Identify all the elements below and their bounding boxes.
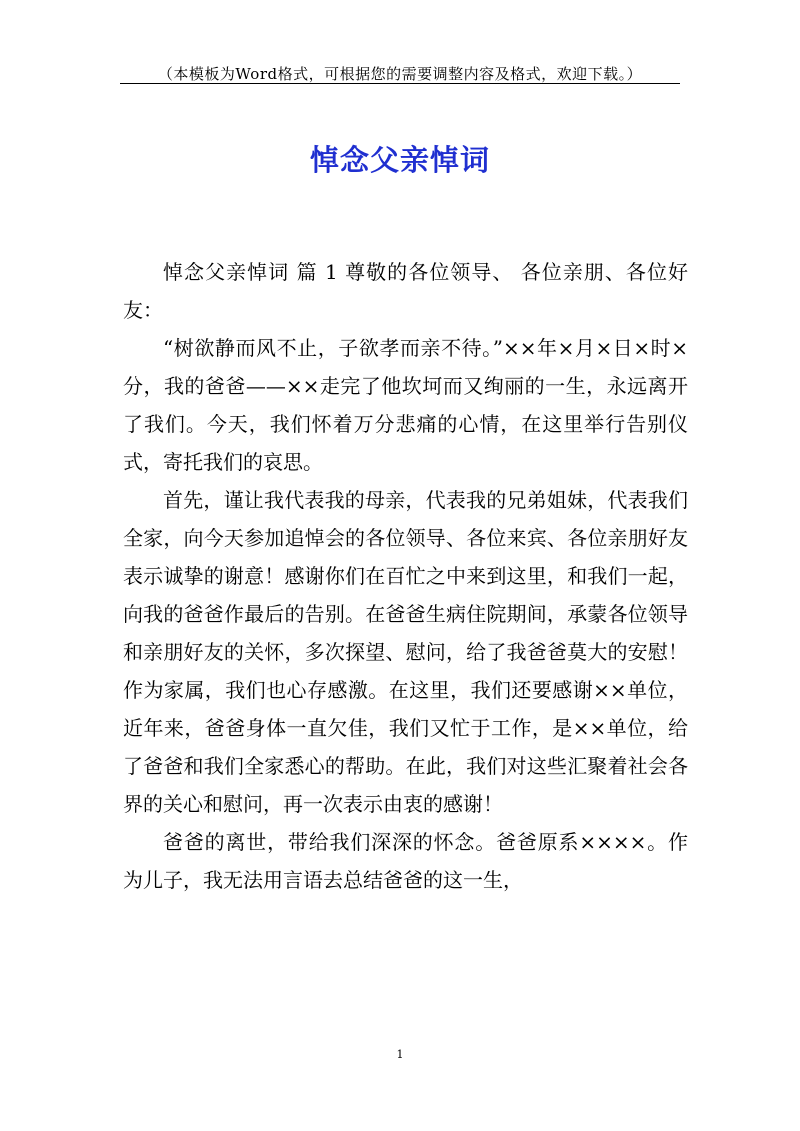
- document-title: 悼念父亲悼词: [309, 143, 490, 177]
- paragraph-remembrance: 爸爸的离世，带给我们深深的怀念。爸爸原系××××。作为儿子，我无法用言语去总结爸爸的这一生，: [123, 830, 688, 892]
- paragraph-thanks: 首先，谨让我代表我的母亲，代表我的兄弟姐妹，代表我们全家，向今天参加追悼会的各位领导、各位来宾、各位亲朋好友表示诚挚的谢意！感谢你们在百忙之中来到这里，和我们一起，向我的爸爸作最后的告别。在爸爸生病住院期间，承蒙各位领导和亲朋好友的关怀，多次探望、慰问，给了我爸爸莫大的安慰！作为家属，我们也心存感激。在这里，我们还要感谢××单位，近年来，爸爸身体一直欠佳，我们又忙于工作，是××单位，给了爸爸和我们全家悉心的帮助。在此，我们对这些汇聚着社会各界的关心和慰问，再一次表示由衷的感谢！: [123, 488, 688, 816]
- header-divider: [120, 83, 680, 84]
- document-body: [123, 253, 688, 899]
- header-note: （本模板为Word格式，可根据您的需要调整内容及格式，欢迎下载。）: [157, 65, 643, 83]
- paragraph-quote: “树欲静而风不止，子欲孝而亲不待。”××年×月×日×时×分，我的爸爸——××走完了他坎坷而又绚丽的一生，永远离开了我们。今天，我们怀着万分悲痛的心情，在这里举行告别仪式，寄托我们的哀思。: [123, 336, 688, 474]
- page-number: 1: [396, 1048, 404, 1061]
- paragraph-opening: 悼念父亲悼词 篇 1 尊敬的各位领导、 各位亲朋、各位好友：: [123, 260, 688, 322]
